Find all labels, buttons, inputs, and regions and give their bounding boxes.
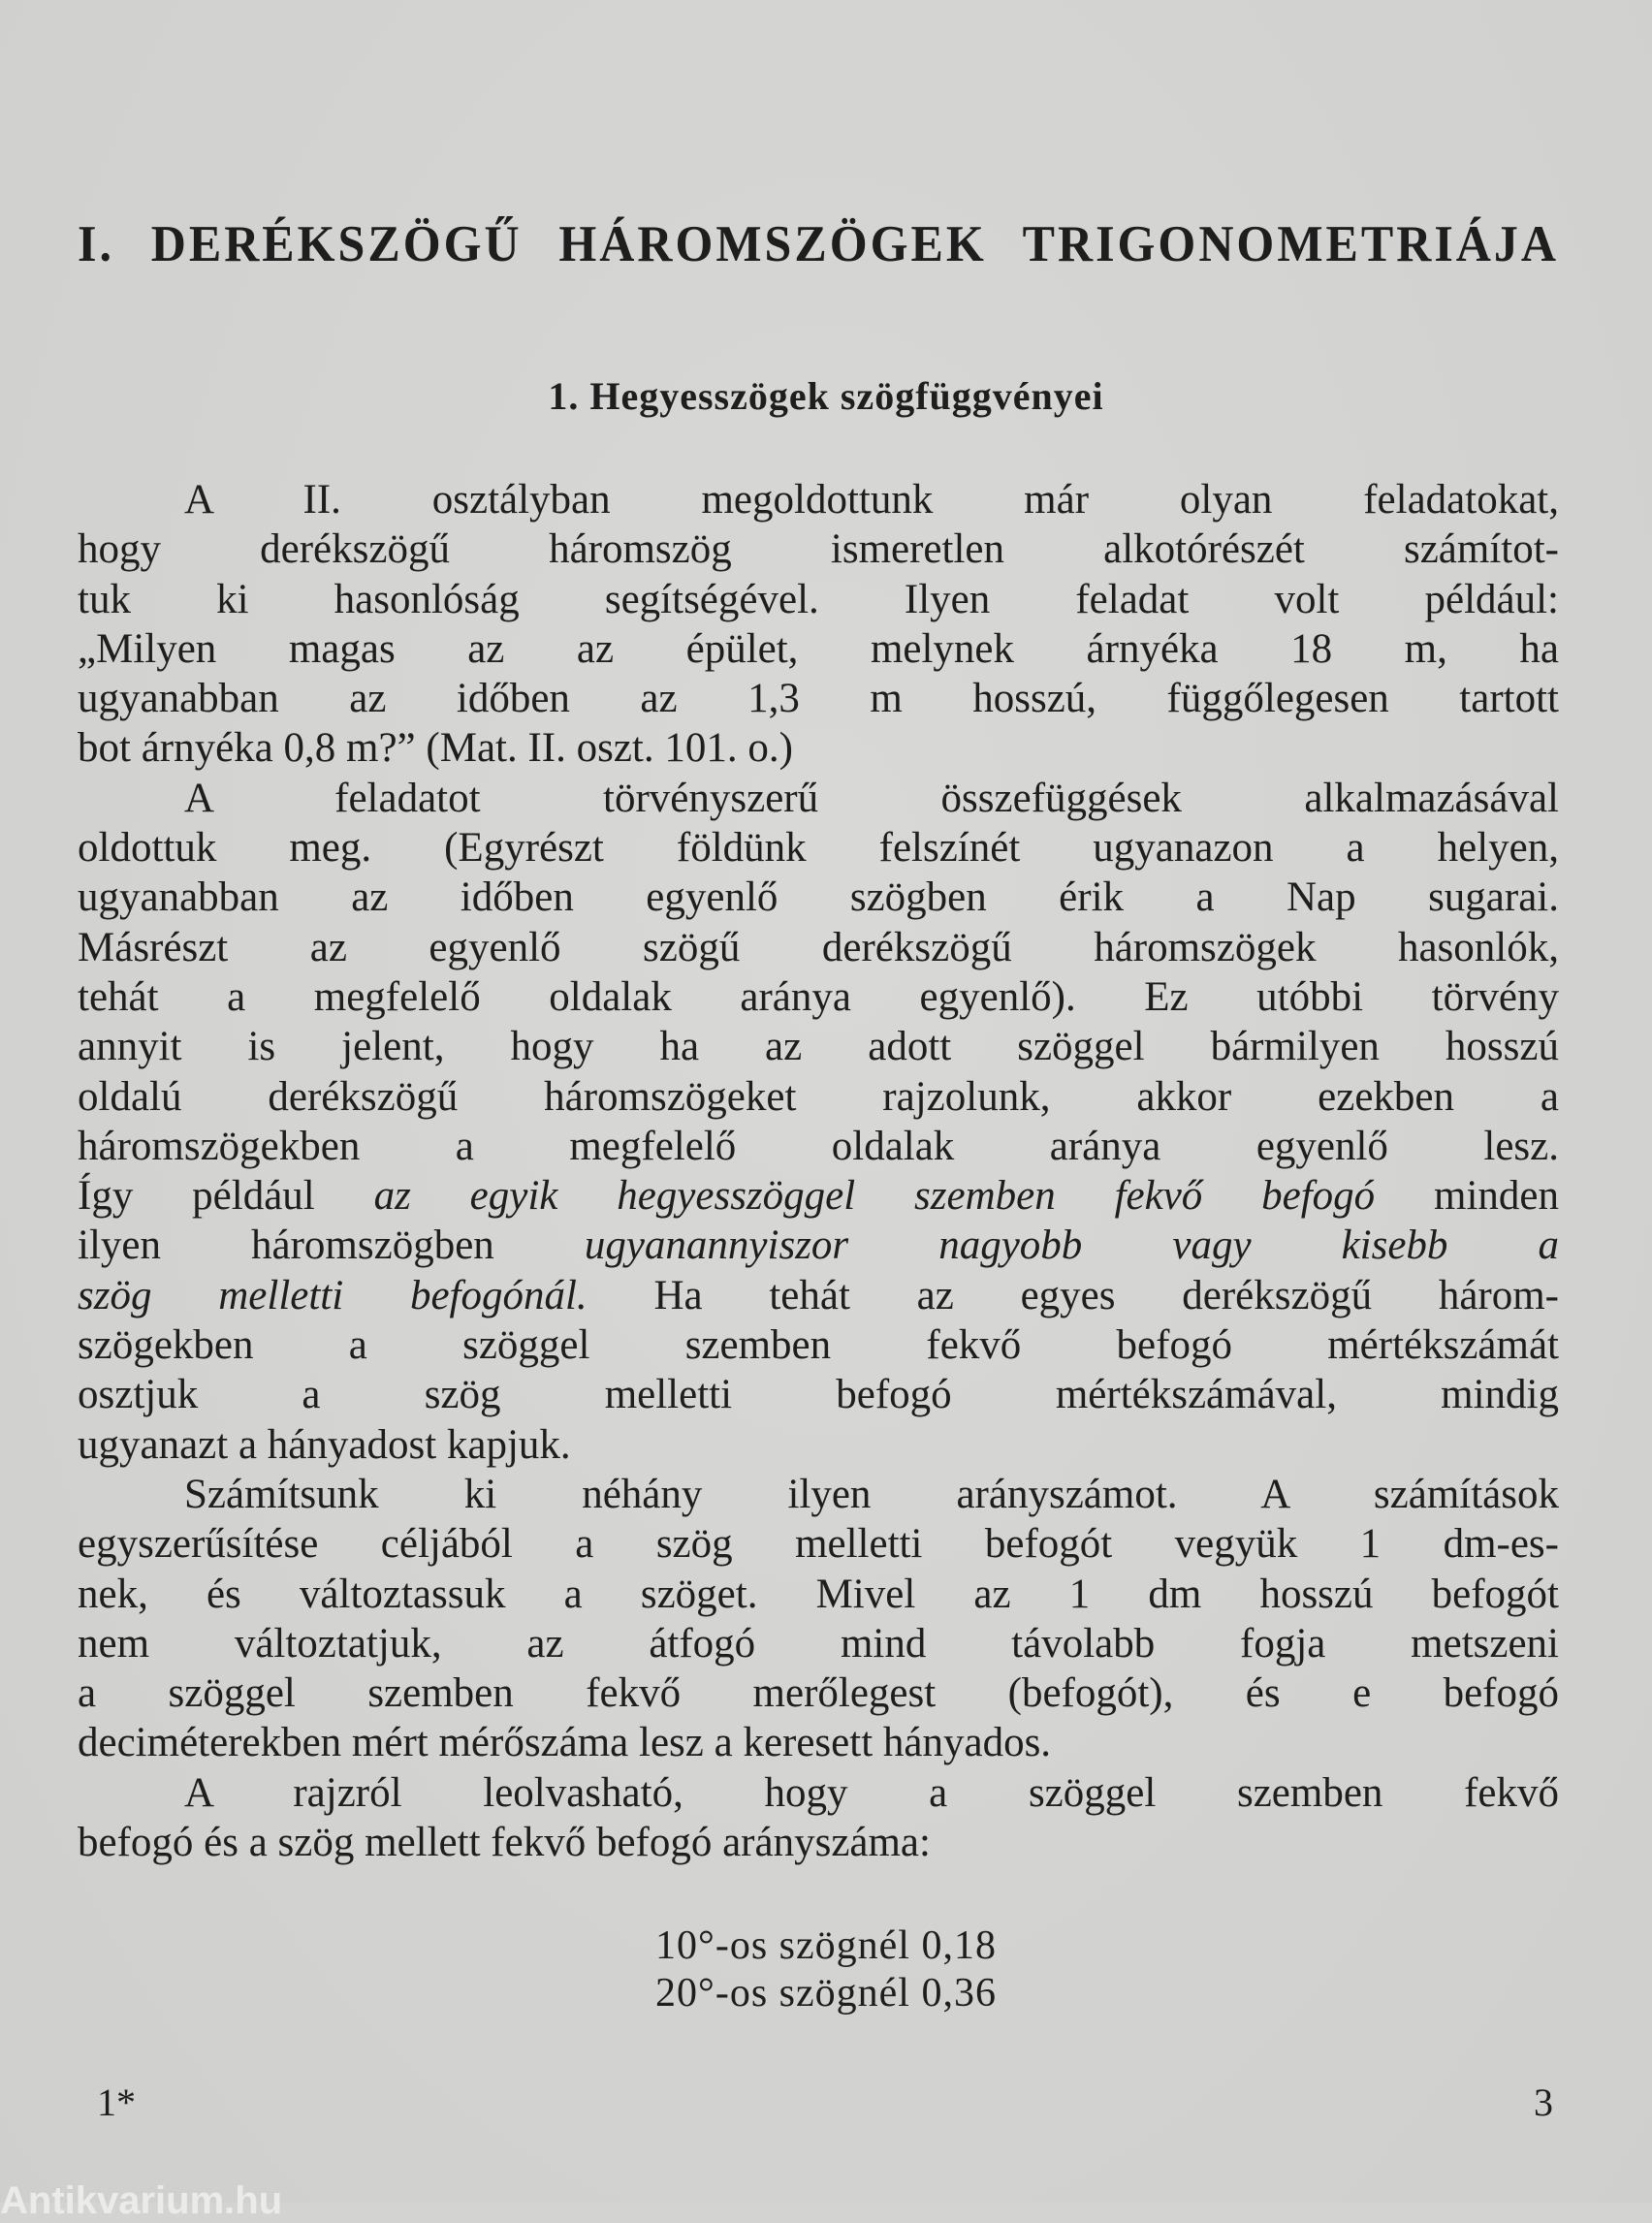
text-line bbox=[78, 1221, 1559, 1270]
text-segment: ugyanabban az időben egyenlő szögben érik a Nap sugarai. bbox=[78, 874, 1559, 921]
text-segment: A II. osztályban megoldottunk már olyan feladatokat, bbox=[184, 477, 1559, 523]
text-segment: oldottuk meg. (Egyrészt földünk felszínét ugyanazon a helyen, bbox=[78, 825, 1559, 872]
text-line bbox=[78, 972, 1559, 1022]
formula-line: 10°-os szögnél 0,18 bbox=[655, 1923, 997, 1968]
text-line bbox=[78, 823, 1559, 873]
text-segment: „Milyen magas az az épület, melynek árnyéka 18 m, ha bbox=[78, 625, 1559, 672]
chapter-title: I. DERÉKSZÖGŰ HÁROMSZÖGEK TRIGONOMETRIÁJA bbox=[78, 214, 1559, 272]
text-line bbox=[78, 475, 1559, 524]
text-segment: a szöggel szemben fekvő merőlegest (befogót), és e befogó bbox=[78, 1670, 1559, 1717]
formula-line: 20°-os szögnél 0,36 bbox=[655, 1971, 997, 2016]
text-line bbox=[78, 1570, 1559, 1619]
text-segment: oldalú derékszögű háromszögeket rajzolunk, akkor ezekben a bbox=[78, 1073, 1559, 1120]
text-line bbox=[78, 575, 1559, 624]
text-segment: A rajzról leolvasható, hogy a szöggel szemben fekvő bbox=[184, 1769, 1559, 1816]
text-line bbox=[78, 873, 1559, 922]
text-line bbox=[78, 1519, 1559, 1569]
text-segment: Ha tehát az egyes derékszögű három- bbox=[587, 1272, 1559, 1318]
text-segment: nek, és változtassuk a szöget. Mivel az 1 dm hosszú befogót bbox=[78, 1571, 1559, 1617]
text-segment: befogó és a szög mellett fekvő befogó arányszáma: bbox=[78, 1820, 931, 1866]
page-number: 3 bbox=[1534, 2080, 1553, 2124]
text-segment: annyit is jelent, hogy ha az adott szöggel bármilyen hosszú bbox=[78, 1024, 1559, 1070]
text-segment: minden bbox=[1375, 1173, 1559, 1220]
text-line bbox=[78, 1420, 1559, 1470]
text-segment: háromszögekben a megfelelő oldalak aránya egyenlő lesz. bbox=[78, 1123, 1559, 1169]
text-line bbox=[78, 674, 1559, 723]
text-line bbox=[78, 1668, 1559, 1718]
text-segment: egyszerűsítése céljából a szög melletti befogót vegyük 1 dm-es- bbox=[78, 1521, 1559, 1568]
text-segment: deciméterekben mért mérőszáma lesz a keresett hányados. bbox=[78, 1720, 1052, 1766]
text-line bbox=[78, 1718, 1559, 1767]
text-line bbox=[78, 774, 1559, 823]
text-line bbox=[78, 624, 1559, 674]
body-text bbox=[78, 475, 1559, 1867]
text-segment: ugyanabban az időben az 1,3 m hosszú, függőlegesen tartott bbox=[78, 676, 1559, 722]
text-segment: osztjuk a szög melletti befogó mértékszámával, mindig bbox=[78, 1372, 1559, 1418]
text-segment: tuk ki hasonlóság segítségével. Ilyen feladat volt például: bbox=[78, 576, 1559, 622]
text-line bbox=[78, 1271, 1559, 1320]
text-segment: A feladatot törvényszerű összefüggések alkalmazásával bbox=[184, 775, 1559, 821]
text-segment: ilyen háromszögben bbox=[78, 1223, 585, 1269]
text-line bbox=[78, 723, 1559, 773]
text-line bbox=[78, 1122, 1559, 1171]
text-segment: Másrészt az egyenlő szögű derékszögű háromszögek hasonlók, bbox=[78, 924, 1559, 970]
text-line bbox=[78, 1768, 1559, 1818]
text-line bbox=[78, 1072, 1559, 1122]
section-title: 1. Hegyesszögek szögfüggvényei bbox=[548, 374, 1104, 418]
text-line bbox=[78, 524, 1559, 574]
text-line bbox=[78, 1470, 1559, 1519]
text-segment: bot árnyéka 0,8 m?” (Mat. II. oszt. 101. o.) bbox=[78, 725, 793, 772]
text-segment: tehát a megfelelő oldalak aránya egyenlő). Ez utóbbi törvény bbox=[78, 973, 1559, 1020]
watermark: Antikvarium.hu bbox=[0, 2179, 283, 2222]
signature-mark: 1* bbox=[97, 2080, 136, 2124]
text-segment: nem változtatjuk, az átfogó mind távolabb fogja metszeni bbox=[78, 1620, 1559, 1667]
text-line bbox=[78, 1619, 1559, 1668]
italic-text: szög melletti befogónál. bbox=[78, 1272, 588, 1318]
text-segment: ugyanazt a hányadost kapjuk. bbox=[78, 1421, 571, 1468]
text-segment: szögekben a szöggel szemben fekvő befogó mértékszámát bbox=[78, 1322, 1559, 1369]
italic-text: az egyik hegyesszöggel szemben fekvő befogó bbox=[373, 1173, 1376, 1220]
italic-text: ugyanannyiszor nagyobb vagy kisebb a bbox=[584, 1223, 1559, 1269]
text-line bbox=[78, 1370, 1559, 1419]
text-line bbox=[78, 1171, 1559, 1221]
text-line bbox=[78, 1320, 1559, 1370]
text-line bbox=[78, 923, 1559, 972]
text-line bbox=[78, 1022, 1559, 1071]
text-line bbox=[78, 1818, 1559, 1867]
text-segment: Így például bbox=[78, 1173, 374, 1220]
text-segment: Számítsunk ki néhány ilyen arányszámot. A számítások bbox=[184, 1471, 1559, 1517]
text-segment: hogy derékszögű háromszög ismeretlen alkotórészét számítot- bbox=[78, 526, 1559, 573]
